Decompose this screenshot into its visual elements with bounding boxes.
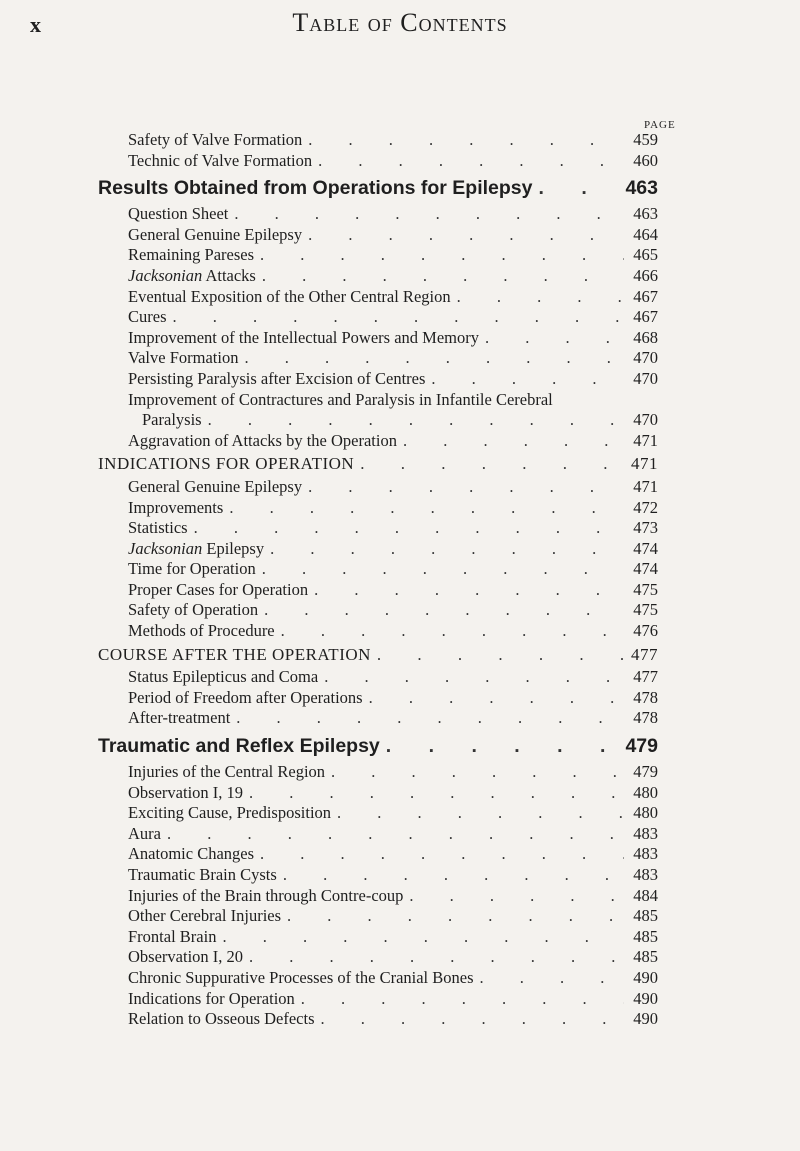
toc-entry-page: 475 bbox=[633, 600, 658, 620]
toc-entry-label: Injuries of the Brain through Contre-coup bbox=[128, 885, 404, 905]
toc-entry bbox=[98, 906, 658, 927]
toc-entry-page: 479 bbox=[625, 735, 658, 758]
running-head-title: Table of Contents bbox=[292, 8, 508, 37]
toc-entry bbox=[98, 518, 658, 539]
toc-entry-label: Aggravation of Attacks by the Operation bbox=[128, 430, 397, 450]
toc-entry-label-italic: Jacksonian bbox=[128, 265, 203, 285]
toc-entry bbox=[98, 886, 658, 907]
toc-entry-page: 470 bbox=[633, 368, 658, 388]
toc-entry-page: 483 bbox=[633, 844, 658, 864]
toc-entry-page: 485 bbox=[633, 906, 658, 926]
toc-entry-label: Frontal Brain bbox=[128, 926, 217, 946]
toc-entry-page: 467 bbox=[633, 286, 658, 306]
leader-dots bbox=[260, 245, 624, 266]
toc-entry-label: Proper Cases for Operation bbox=[128, 579, 309, 599]
leader-dots bbox=[369, 688, 624, 709]
page-number: x bbox=[30, 12, 41, 37]
leader-dots bbox=[249, 783, 624, 804]
toc-entry-label: Improvement of Contractures and Paralysis in Infantile Cerebral bbox=[128, 389, 553, 409]
toc-entry-label: Other Cerebral Injuries bbox=[128, 906, 282, 926]
toc-entry bbox=[98, 783, 658, 804]
leader-dots bbox=[194, 518, 624, 539]
toc-entry-page: 466 bbox=[633, 265, 658, 285]
toc-entry bbox=[98, 645, 658, 666]
toc-entry bbox=[98, 1009, 658, 1030]
toc-entry-label: Chronic Suppurative Processes of the Cranial Bones bbox=[128, 967, 474, 987]
toc-entry-page: 485 bbox=[633, 926, 658, 946]
toc-entry-page: 478 bbox=[633, 687, 658, 707]
leader-dots bbox=[318, 151, 624, 172]
toc-entry-page: 474 bbox=[633, 538, 658, 558]
toc-entry bbox=[98, 390, 658, 411]
toc-entry-label: Valve Formation bbox=[128, 348, 239, 368]
toc-entry bbox=[98, 498, 658, 519]
toc-entry bbox=[98, 130, 658, 151]
toc-entry-page: 472 bbox=[633, 497, 658, 517]
leader-dots bbox=[287, 906, 624, 927]
toc-entry-label: Period of Freedom after Operations bbox=[128, 687, 363, 707]
toc-entry bbox=[98, 307, 658, 328]
toc-entry-label bbox=[128, 266, 256, 287]
leader-dots bbox=[337, 803, 624, 824]
toc-entry bbox=[98, 927, 658, 948]
toc-entry-label: Time for Operation bbox=[128, 559, 256, 579]
toc-entry bbox=[98, 410, 658, 431]
toc-entry-label: COURSE AFTER THE OPERATION bbox=[98, 644, 371, 664]
toc-entry bbox=[98, 989, 658, 1010]
toc-entry bbox=[98, 151, 658, 172]
toc-entry bbox=[98, 844, 658, 865]
leader-dots bbox=[308, 477, 624, 498]
toc-entry bbox=[98, 369, 658, 390]
toc-entry-label-rest: Epilepsy bbox=[202, 538, 265, 558]
toc-entry bbox=[98, 667, 658, 688]
toc-entry bbox=[98, 431, 658, 452]
leader-dots bbox=[262, 266, 624, 287]
leader-dots bbox=[234, 204, 624, 225]
toc-entry bbox=[98, 762, 658, 783]
toc-entry bbox=[98, 287, 658, 308]
toc-entry bbox=[98, 968, 658, 989]
toc-entry-page: 490 bbox=[633, 967, 658, 987]
leader-dots bbox=[173, 307, 625, 328]
leader-dots bbox=[324, 667, 624, 688]
toc-entry bbox=[98, 204, 658, 225]
toc-entry-page: 459 bbox=[633, 130, 658, 149]
leader-dots bbox=[485, 328, 624, 349]
toc-entry-label: Persisting Paralysis after Excision of Centres bbox=[128, 368, 426, 388]
leader-dots bbox=[308, 225, 624, 246]
leader-dots bbox=[301, 989, 624, 1010]
toc-entry-page: 474 bbox=[633, 559, 658, 579]
toc-entry-label: Statistics bbox=[128, 518, 188, 538]
leader-dots bbox=[403, 431, 624, 452]
toc-entry-label: Remaining Pareses bbox=[128, 245, 255, 265]
leader-dots bbox=[264, 600, 624, 621]
leader-dots bbox=[167, 824, 624, 845]
leader-dots bbox=[249, 947, 624, 968]
toc-entry-label: Results Obtained from Operations for Epilepsy bbox=[98, 177, 533, 200]
toc-entry bbox=[98, 947, 658, 968]
leader-dots bbox=[431, 369, 624, 390]
leader-dots bbox=[480, 968, 624, 989]
toc-entry bbox=[98, 225, 658, 246]
toc-entry bbox=[98, 708, 658, 729]
toc-entry-page: 471 bbox=[633, 476, 658, 496]
toc-entry-label: After-treatment bbox=[128, 708, 231, 728]
leader-dots bbox=[283, 865, 624, 886]
leader-dots bbox=[457, 287, 624, 308]
toc-entry-page: 473 bbox=[633, 518, 658, 538]
toc-entry-page: 490 bbox=[633, 988, 658, 1008]
leader-dots bbox=[208, 410, 624, 431]
leader-dots bbox=[377, 645, 624, 666]
leader-dots bbox=[314, 580, 624, 601]
leader-dots bbox=[229, 498, 624, 519]
toc-entry-label: General Genuine Epilepsy bbox=[128, 476, 303, 496]
toc-entry-page: 476 bbox=[633, 621, 658, 641]
toc-entry-page: 480 bbox=[633, 803, 658, 823]
toc-entry bbox=[98, 454, 658, 475]
leader-dots bbox=[409, 886, 624, 907]
toc-entry-label: Methods of Procedure bbox=[128, 621, 275, 641]
toc-entry-page: 468 bbox=[633, 327, 658, 347]
toc-entry-label: Status Epilepticus and Coma bbox=[128, 667, 319, 687]
toc-entry-page: 463 bbox=[625, 177, 658, 200]
toc-entry-label-rest: Attacks bbox=[202, 265, 256, 285]
toc-entry-label: Improvement of the Intellectual Powers and Memory bbox=[128, 327, 479, 347]
toc-entry-label: Observation I, 20 bbox=[128, 947, 244, 967]
toc-entry-label: Relation to Osseous Defects bbox=[128, 1009, 315, 1029]
toc-entry-label: Indications for Operation bbox=[128, 988, 295, 1008]
toc-entry-label: INDICATIONS FOR OPERATION bbox=[98, 454, 355, 474]
toc-entry-label: Anatomic Changes bbox=[128, 844, 255, 864]
toc-entry bbox=[98, 803, 658, 824]
toc-entry-label: Question Sheet bbox=[128, 204, 229, 224]
toc-entry bbox=[98, 621, 658, 642]
toc-entry-page: 485 bbox=[633, 947, 658, 967]
toc-entry-label: Observation I, 19 bbox=[128, 782, 244, 802]
toc-entry-label: Safety of Operation bbox=[128, 600, 259, 620]
leader-dots bbox=[539, 175, 620, 201]
toc-section-heading bbox=[98, 733, 658, 759]
toc-entry-page: 471 bbox=[633, 430, 658, 450]
toc-entry bbox=[98, 328, 658, 349]
toc-entry-page: 483 bbox=[633, 823, 658, 843]
leader-dots bbox=[321, 1009, 624, 1030]
table-of-contents bbox=[98, 130, 658, 1030]
toc-entry bbox=[98, 348, 658, 369]
toc-entry bbox=[98, 824, 658, 845]
leader-dots bbox=[386, 733, 620, 759]
toc-entry bbox=[98, 266, 658, 287]
toc-entry-label: Injuries of the Central Region bbox=[128, 762, 326, 782]
toc-entry-page: 477 bbox=[633, 667, 658, 687]
toc-entry-label: Cures bbox=[128, 307, 167, 327]
toc-entry-label bbox=[128, 539, 264, 560]
toc-entry-page: 470 bbox=[633, 410, 658, 430]
leader-dots bbox=[236, 708, 624, 729]
toc-entry-page: 484 bbox=[633, 885, 658, 905]
toc-entry-label: Technic of Valve Formation bbox=[128, 150, 313, 170]
toc-entry-label: Traumatic Brain Cysts bbox=[128, 865, 277, 884]
toc-entry-page: 463 bbox=[633, 204, 658, 224]
toc-entry-label: Traumatic and Reflex Epilepsy bbox=[98, 735, 380, 758]
toc-entry-label: Exciting Cause, Predisposition bbox=[128, 803, 332, 823]
toc-entry-label: Safety of Valve Formation bbox=[128, 130, 303, 149]
toc-entry-page: 480 bbox=[633, 782, 658, 802]
leader-dots bbox=[281, 621, 624, 642]
toc-entry-label: Eventual Exposition of the Other Central Region bbox=[128, 286, 451, 306]
leader-dots bbox=[244, 348, 624, 369]
toc-entry-page: 478 bbox=[633, 708, 658, 728]
toc-entry-label: Improvements bbox=[128, 497, 224, 517]
toc-entry bbox=[98, 245, 658, 266]
toc-entry-page: 479 bbox=[633, 762, 658, 782]
leader-dots bbox=[331, 762, 624, 783]
toc-entry bbox=[98, 580, 658, 601]
toc-entry bbox=[98, 688, 658, 709]
toc-entry-label: Paralysis bbox=[142, 410, 202, 430]
toc-entry-label: Aura bbox=[128, 823, 161, 843]
toc-entry bbox=[98, 865, 658, 886]
toc-entry-label-italic: Jacksonian bbox=[128, 538, 203, 558]
toc-entry-page: 467 bbox=[633, 307, 658, 327]
leader-dots bbox=[308, 130, 624, 151]
toc-entry-page: 483 bbox=[633, 865, 658, 884]
leader-dots bbox=[222, 927, 624, 948]
toc-entry-page: 470 bbox=[633, 348, 658, 368]
toc-entry-label: General Genuine Epilepsy bbox=[128, 224, 303, 244]
toc-entry bbox=[98, 559, 658, 580]
toc-entry-page: 471 bbox=[631, 454, 658, 474]
toc-entry-page: 475 bbox=[633, 579, 658, 599]
leader-dots bbox=[360, 454, 624, 475]
toc-entry-page: 460 bbox=[633, 150, 658, 170]
leader-dots bbox=[262, 559, 624, 580]
toc-entry bbox=[98, 539, 658, 560]
leader-dots bbox=[260, 844, 624, 865]
page-column-label: PAGE bbox=[644, 119, 676, 131]
toc-entry bbox=[98, 600, 658, 621]
toc-entry-page: 477 bbox=[631, 644, 658, 664]
toc-entry-page: 490 bbox=[633, 1009, 658, 1029]
toc-entry-page: 464 bbox=[633, 224, 658, 244]
toc-entry-page: 465 bbox=[633, 245, 658, 265]
leader-dots bbox=[270, 539, 624, 560]
toc-entry bbox=[98, 477, 658, 498]
toc-section-heading bbox=[98, 175, 658, 201]
